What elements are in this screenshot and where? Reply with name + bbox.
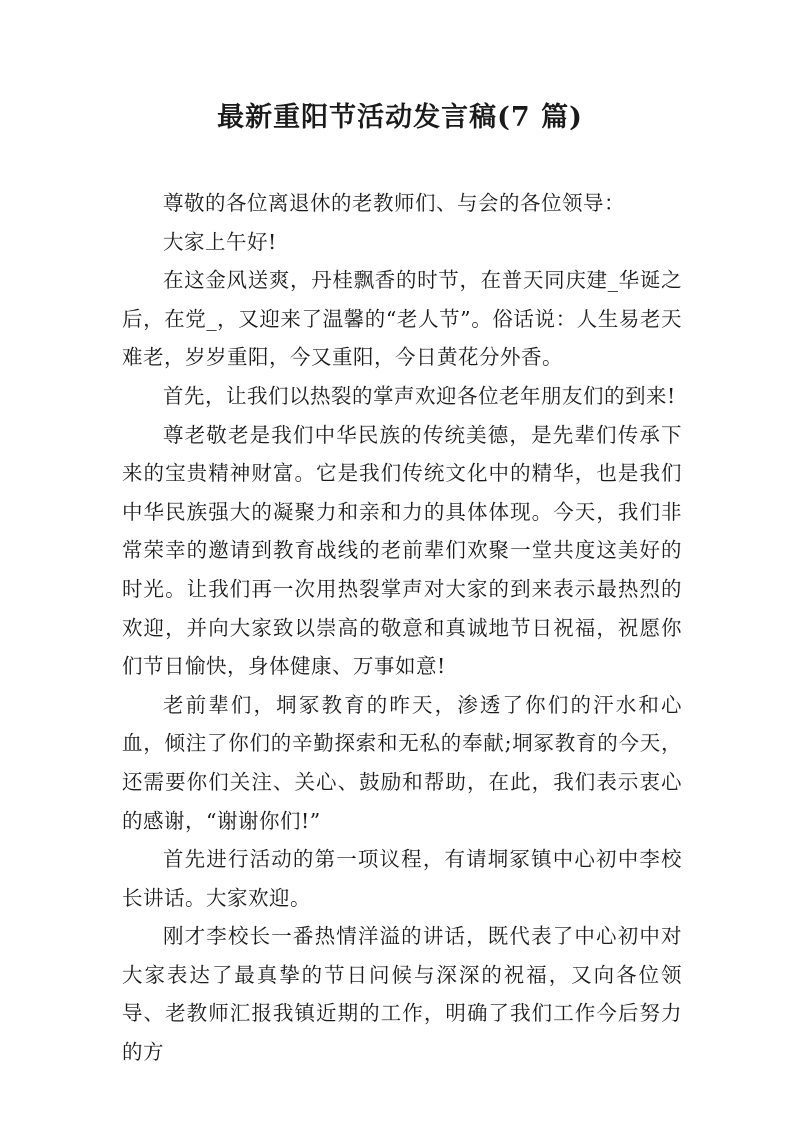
paragraph-welcome: 首先，让我们以热裂的掌声欢迎各位老年朋友们的到来! — [163, 383, 676, 408]
page-title: 最新重阳节活动发言稿(7 篇) — [217, 102, 583, 133]
paragraph-summary: 刚才李校长一番热情洋溢的讲话，既代表了中心初中对大家表达了最真挚的节日问候与深深的祝福，又向各位领导、老教师汇报我镇近期的工作，明确了我们工作今后努力的方 — [122, 924, 682, 1065]
paragraph-greeting: 大家上午好! — [163, 229, 277, 254]
paragraph-salutation: 尊敬的各位离退休的老教师们、与会的各位领导： — [163, 191, 625, 215]
paragraph-thanks: 老前辈们，垌冢教育的昨天，渗透了你们的汗水和心血，倾注了你们的辛勤探索和无私的奉献;垌冢教育的今天，还需要你们关注、关心、鼓励和帮助，在此，我们表示衷心的感谢，“谢谢你们!” — [122, 692, 682, 833]
paragraph-opening: 在这金风送爽，丹桂飘香的时节，在普天同庆建_华诞之后，在党_，又迎来了温馨的“老人节”。俗话说：人生易老天难老，岁岁重阳，今又重阳，今日黄花分外香。 — [122, 268, 682, 370]
paragraph-tradition: 尊老敬老是我们中华民族的传统美德，是先辈们传承下来的宝贵精神财富。它是我们传统文化中的精华，也是我们中华民族强大的凝聚力和亲和力的具体体现。今天，我们非常荣幸的邀请到教育战线的老前辈们欢聚一堂共度这美好的时光。让我们再一次用热裂掌声对大家的到来表示最热烈的欢迎，并向大家致以崇高的敬意和真诚地节日祝福，祝愿你们节日愉快，身体健康、万事如意! — [122, 422, 682, 679]
document-body — [122, 184, 682, 1072]
paragraph-agenda: 首先进行活动的第一项议程，有请垌冢镇中心初中李校长讲话。大家欢迎。 — [122, 847, 682, 910]
